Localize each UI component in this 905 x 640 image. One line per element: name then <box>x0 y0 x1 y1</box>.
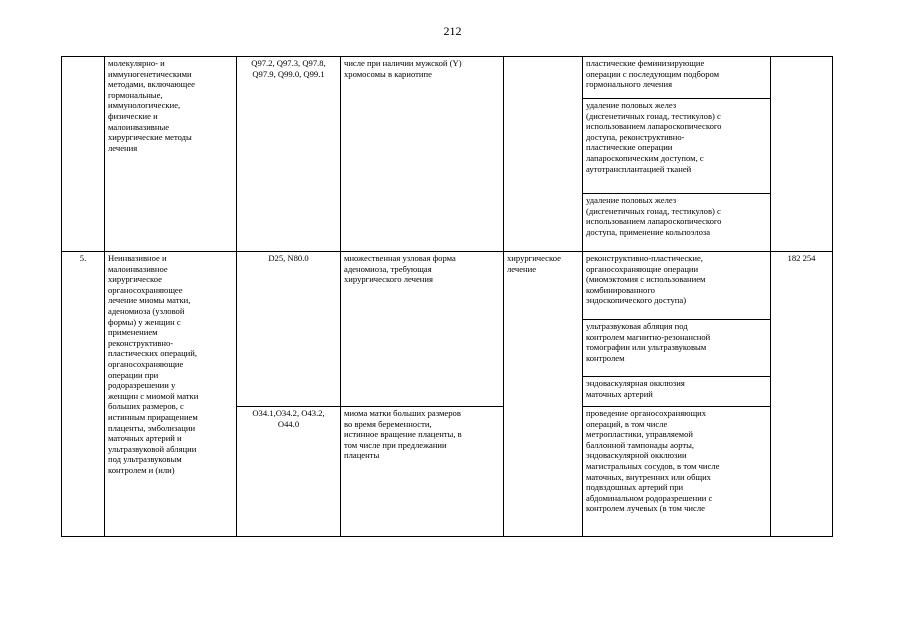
care-type-cell: молекулярно- и иммуногенетическими методами, включающее гормональные, иммунологические, физические и малоинвазивные хирургические методы лечения <box>105 57 237 252</box>
icd-codes-cell: Q97.2, Q97.3, Q97.8, Q97.9, Q99.0, Q99.1 <box>237 57 341 252</box>
treatment-method-cell: удаление половых желез (дисгенетичных гонад, тестикулов) с использованием лапароскопического доступа, применение кольпоэлоза <box>583 194 771 252</box>
medical-care-table <box>61 56 833 537</box>
treatment-method-cell: проведение органосохраняющих операций, в том числе метропластики, управляемой баллонной тампонады аорты, эндоваскулярной окклюзии магистральных сосудов, в том числе маточных, внутренних или общих подвздошных артерий при абдоминальном родоразрешении с контролем лучевых (в том числе <box>583 407 771 537</box>
patient-model-cell: миома матки больших размеров во время беременности, истинное вращение плаценты, в том числе при предлежании плаценты <box>341 407 504 537</box>
treatment-type-cell: хирургическое лечение <box>504 252 583 537</box>
cost-cell: 182 254 <box>771 252 833 537</box>
treatment-method-cell: удаление половых желез (дисгенетичных гонад, тестикулов) с использованием лапароскопического доступа, реконструктивно- пластические операции лапароскопическим доступом, с аутотрансплантацией тканей <box>583 99 771 194</box>
treatment-method-cell: эндоваскулярная окклюзия маточных артерий <box>583 377 771 407</box>
row-number-cell: 5. <box>62 252 105 537</box>
treatment-method-cell: реконструктивно-пластические, органосохраняющие операции (миомэктомия с использованием комбинированного эндоскопического доступа) <box>583 252 771 320</box>
icd-codes-cell: O34.1,O34.2, O43.2, O44.0 <box>237 407 341 537</box>
table-row <box>62 57 833 99</box>
table-row <box>62 252 833 320</box>
page-number: 212 <box>443 24 462 38</box>
treatment-method-cell: ультразвуковая абляция под контролем магнитно-резонансной томографии или ультразвуковым контролем <box>583 320 771 377</box>
treatment-type-cell <box>504 57 583 252</box>
treatment-method-cell: пластические феминизирующие операции с последующим подбором гормонального лечения <box>583 57 771 99</box>
patient-model-cell: множественная узловая форма аденомиоза, требующая хирургического лечения <box>341 252 504 407</box>
row-number-cell <box>62 57 105 252</box>
cost-cell <box>771 57 833 252</box>
patient-model-cell: числе при наличии мужской (Y) хромосомы в кариотипе <box>341 57 504 252</box>
care-type-cell: Неинвазивное и малоинвазивное хирургическое органосохраняющее лечение миомы матки, аденомиоза (узловой формы) у женщин с применением реконструктивно- пластических операций, органосохраняющие операции при родоразрешении у женщин с миомой матки больших размеров, с истинным приращением плаценты, эмболизации маточных артерий и ультразвуковой абляции под ультразвуковым контролем и (или) <box>105 252 237 537</box>
icd-codes-cell: D25, N80.0 <box>237 252 341 407</box>
